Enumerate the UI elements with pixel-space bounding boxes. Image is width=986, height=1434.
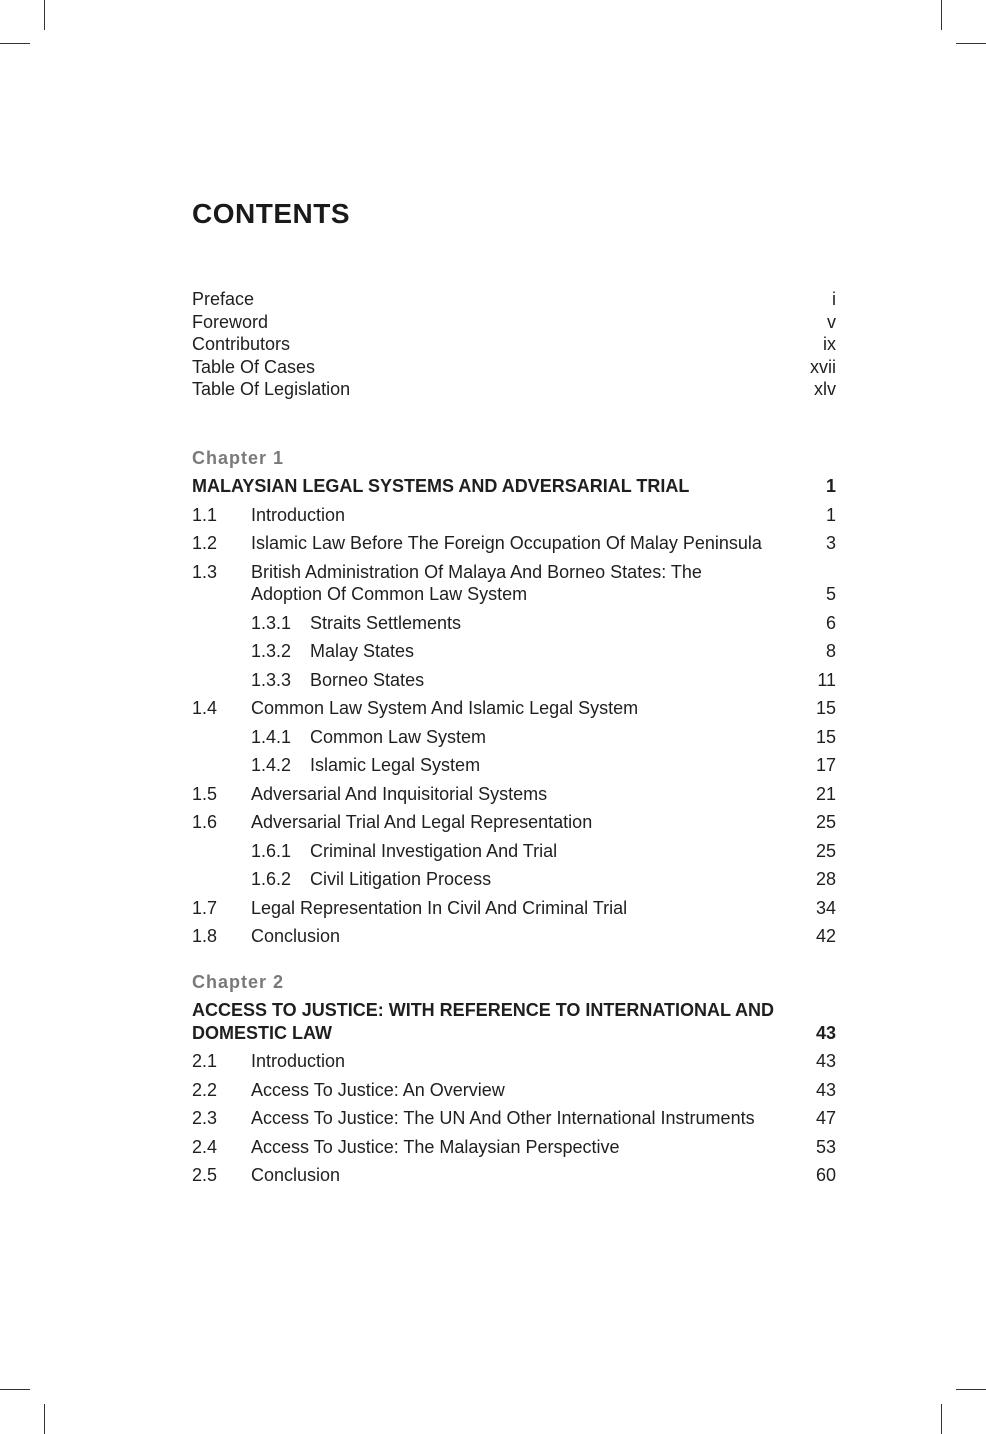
entry-page: 53 — [815, 1136, 836, 1157]
entry-text: British Administration Of Malaya And Borneo States: The Adoption Of Common Law System — [251, 561, 702, 604]
crop-mark — [941, 0, 942, 30]
toc-entry[interactable] — [192, 1050, 836, 1073]
entry-page: 42 — [815, 926, 836, 946]
front-matter-page: xlv — [814, 379, 836, 399]
crop-mark — [0, 43, 30, 44]
toc-entry[interactable] — [192, 697, 836, 720]
entry-text: Access To Justice: The UN And Other International Instruments — [251, 1108, 755, 1128]
entry-page: 60 — [815, 1165, 836, 1185]
front-matter-page: i — [832, 289, 836, 309]
chapter-2-section — [192, 970, 836, 1187]
front-matter-label: Preface — [192, 289, 255, 309]
toc-entry[interactable] — [192, 811, 836, 834]
entry-number: 1.4.2 — [251, 755, 292, 775]
front-matter-item[interactable] — [192, 333, 836, 356]
front-matter-label: Table Of Legislation — [192, 379, 351, 399]
entry-number: 1.2 — [192, 533, 218, 553]
entry-number: 1.3.1 — [251, 612, 292, 633]
entry-number: 1.8 — [192, 926, 218, 946]
toc-entry[interactable] — [192, 1164, 836, 1187]
entry-text: Adversarial And Inquisitorial Systems — [251, 783, 548, 804]
entry-text: Introduction — [251, 504, 346, 525]
entry-text: Criminal Investigation And Trial — [310, 840, 558, 861]
toc-subentry[interactable] — [192, 669, 836, 692]
entry-number: 1.1 — [192, 504, 218, 525]
toc-entry[interactable] — [192, 561, 836, 606]
entry-page: 5 — [825, 584, 836, 604]
toc-subentry[interactable] — [192, 754, 836, 777]
chapter-label: Chapter 1 — [192, 448, 285, 468]
entry-number: 1.3.3 — [251, 669, 292, 690]
chapter-1-section — [192, 446, 836, 948]
toc-entry[interactable] — [192, 532, 836, 555]
entry-text: Malay States — [310, 641, 415, 661]
entry-text: Islamic Law Before The Foreign Occupation Of Malay Peninsula — [251, 533, 762, 553]
entry-page: 25 — [815, 812, 836, 832]
entry-number: 1.7 — [192, 897, 218, 918]
page-title: CONTENTS — [192, 198, 350, 229]
toc-entry[interactable] — [192, 897, 836, 920]
crop-mark — [44, 1404, 45, 1434]
entry-number: 1.6 — [192, 812, 218, 832]
toc-subentry[interactable] — [192, 640, 836, 663]
entry-number: 1.4 — [192, 698, 218, 718]
front-matter-page: ix — [823, 334, 836, 354]
crop-mark — [956, 43, 986, 44]
entry-text: Islamic Legal System — [310, 755, 481, 775]
entry-number: 1.5 — [192, 783, 218, 804]
front-matter-label: Foreword — [192, 311, 269, 332]
entry-number: 2.2 — [192, 1079, 218, 1100]
entry-page: 43 — [815, 1079, 836, 1100]
toc-entry[interactable] — [192, 1079, 836, 1102]
toc-entry[interactable] — [192, 1107, 836, 1130]
crop-mark — [941, 1404, 942, 1434]
entry-text: Conclusion — [251, 1165, 341, 1185]
front-matter-item[interactable] — [192, 356, 836, 379]
entry-page: 1 — [825, 504, 836, 525]
entry-page: 6 — [825, 612, 836, 633]
entry-page: 11 — [817, 669, 836, 690]
entry-number: 1.3 — [192, 561, 218, 582]
crop-mark — [956, 1389, 986, 1390]
entry-text: Legal Representation In Civil And Criminal Trial — [251, 897, 628, 918]
toc-entry[interactable] — [192, 504, 836, 527]
entry-text: Borneo States — [310, 669, 425, 690]
entry-page: 21 — [815, 783, 836, 804]
entry-page: 43 — [815, 1051, 836, 1071]
entry-number: 1.6.1 — [251, 840, 292, 861]
entry-page: 15 — [815, 698, 836, 718]
entry-page: 28 — [815, 869, 836, 889]
toc-entry[interactable] — [192, 925, 836, 948]
entry-page: 25 — [815, 840, 836, 861]
front-matter-page: v — [827, 311, 836, 332]
front-matter-label: Table Of Cases — [192, 356, 316, 377]
chapter-page: 1 — [825, 476, 836, 496]
entry-text: Conclusion — [251, 926, 341, 946]
entry-page: 15 — [815, 726, 836, 747]
entry-page: 3 — [825, 533, 836, 553]
front-matter-item[interactable] — [192, 288, 836, 311]
entry-number: 2.4 — [192, 1136, 218, 1157]
entry-number: 2.3 — [192, 1108, 218, 1128]
entry-number: 2.1 — [192, 1051, 218, 1071]
entry-number: 1.4.1 — [251, 726, 292, 747]
entry-number: 2.5 — [192, 1165, 218, 1185]
entry-page: 47 — [815, 1108, 836, 1128]
chapter-title-row[interactable] — [192, 475, 836, 498]
chapter-label: Chapter 2 — [192, 972, 285, 992]
contents-page — [192, 196, 836, 1185]
entry-text: Introduction — [251, 1051, 346, 1071]
front-matter-item[interactable] — [192, 378, 836, 401]
entry-page: 34 — [815, 897, 836, 918]
chapter-title-row[interactable] — [192, 999, 836, 1044]
toc-subentry[interactable] — [192, 840, 836, 863]
chapter-title: MALAYSIAN LEGAL SYSTEMS AND ADVERSARIAL TRIAL — [192, 476, 690, 496]
entry-text: Civil Litigation Process — [310, 869, 492, 889]
entry-number: 1.6.2 — [251, 869, 292, 889]
entry-text: Common Law System And Islamic Legal System — [251, 698, 639, 718]
crop-mark — [44, 0, 45, 30]
front-matter-item[interactable] — [192, 311, 836, 334]
entry-text: Access To Justice: The Malaysian Perspective — [251, 1136, 620, 1157]
toc-entry[interactable] — [192, 1136, 836, 1159]
entry-page: 8 — [825, 641, 836, 661]
front-matter-list — [192, 288, 836, 401]
toc-subentry[interactable] — [192, 726, 836, 749]
entry-text: Straits Settlements — [310, 612, 462, 633]
entry-page: 17 — [815, 755, 836, 775]
entry-text: Common Law System — [310, 726, 487, 747]
front-matter-page: xvii — [810, 356, 836, 377]
entry-text: Adversarial Trial And Legal Representation — [251, 812, 593, 832]
entry-number: 1.3.2 — [251, 641, 292, 661]
toc-subentry[interactable] — [192, 868, 836, 891]
toc-entry[interactable] — [192, 783, 836, 806]
front-matter-label: Contributors — [192, 334, 291, 354]
chapter-page: 43 — [815, 1022, 836, 1043]
entry-text: Access To Justice: An Overview — [251, 1079, 505, 1100]
toc-subentry[interactable] — [192, 612, 836, 635]
chapter-title: ACCESS TO JUSTICE: WITH REFERENCE TO INTERNATIONAL AND DOMESTIC LAW — [192, 1000, 775, 1043]
crop-mark — [0, 1389, 30, 1390]
